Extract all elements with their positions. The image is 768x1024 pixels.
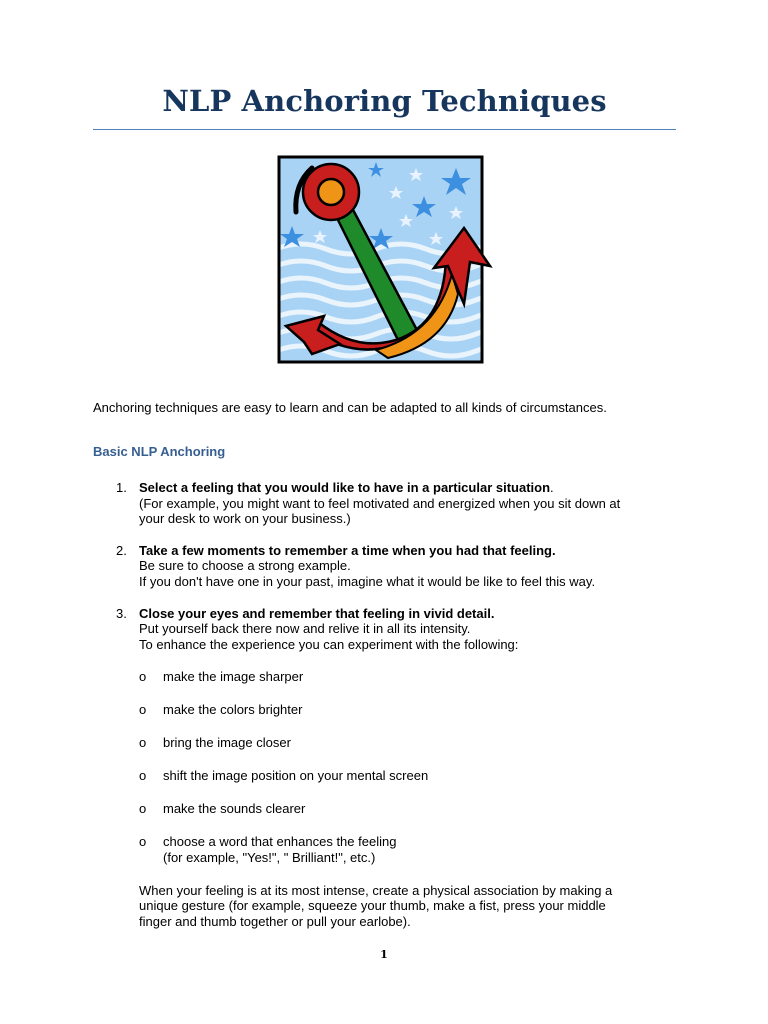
tip-text: make the colors brighter xyxy=(163,702,303,718)
anchor-clipart-icon xyxy=(276,154,498,368)
step-text-line: Put yourself back there now and relive it in all its intensity. xyxy=(139,621,471,637)
steps-list xyxy=(116,480,620,946)
step-title-suffix: . xyxy=(550,480,554,495)
intro-paragraph: Anchoring techniques are easy to learn and can be adapted to all kinds of circumstances. xyxy=(93,400,607,415)
tip-text: choose a word that enhances the feeling xyxy=(163,834,397,850)
list-item-step-2 xyxy=(116,543,620,590)
step-title: Take a few moments to remember a time when you had that feeling. xyxy=(139,542,556,558)
step-title: Close your eyes and remember that feeling in vivid detail. xyxy=(139,605,495,621)
page-number: 1 xyxy=(380,948,388,961)
list-item-tip xyxy=(139,834,620,865)
step-text-line: Be sure to choose a strong example. xyxy=(139,558,351,574)
closing-line: finger and thumb together or pull your earlobe). xyxy=(139,914,411,930)
tip-text: make the image sharper xyxy=(163,669,304,685)
bullet-icon: o xyxy=(139,834,147,850)
title-divider xyxy=(93,129,676,130)
list-item-step-1 xyxy=(116,480,620,527)
list-item-tip xyxy=(139,801,620,817)
tip-text: make the sounds clearer xyxy=(163,801,306,817)
tip-text: shift the image position on your mental screen xyxy=(163,768,429,784)
step-text-line: If you don't have one in your past, imagine what it would be like to feel this way. xyxy=(139,573,596,589)
bullet-icon: o xyxy=(139,702,147,718)
step-number: 1. xyxy=(116,480,127,495)
section-heading: Basic NLP Anchoring xyxy=(93,444,226,459)
bullet-icon: o xyxy=(139,768,147,784)
bullet-icon: o xyxy=(139,735,147,751)
step-title: Select a feeling that you would like to have in a particular situation xyxy=(139,480,551,495)
tip-text: (for example, "Yes!", " Brilliant!", etc.) xyxy=(163,849,376,865)
step-number: 3. xyxy=(116,605,127,621)
tip-text: bring the image closer xyxy=(163,735,291,751)
list-item-tip xyxy=(139,702,620,718)
step-closing-paragraph xyxy=(139,883,620,930)
enhancement-tips-list xyxy=(139,669,620,865)
step-text-line: your desk to work on your business.) xyxy=(139,511,351,527)
closing-line: unique gesture (for example, squeeze your thumb, make a fist, press your middle xyxy=(139,898,606,914)
step-number: 2. xyxy=(116,542,127,558)
list-item-tip xyxy=(139,735,620,751)
bullet-icon: o xyxy=(139,669,147,685)
list-item-tip xyxy=(139,669,620,685)
bullet-icon: o xyxy=(139,801,147,817)
list-item-tip xyxy=(139,768,620,784)
step-text-line: (For example, you might want to feel motivated and energized when you sit down at xyxy=(139,495,621,511)
list-item-step-3 xyxy=(116,606,620,930)
step-text-line: To enhance the experience you can experiment with the following: xyxy=(139,636,519,652)
page-title: NLP Anchoring Techniques xyxy=(162,84,607,118)
closing-line: When your feeling is at its most intense, create a physical association by making a xyxy=(139,882,613,898)
